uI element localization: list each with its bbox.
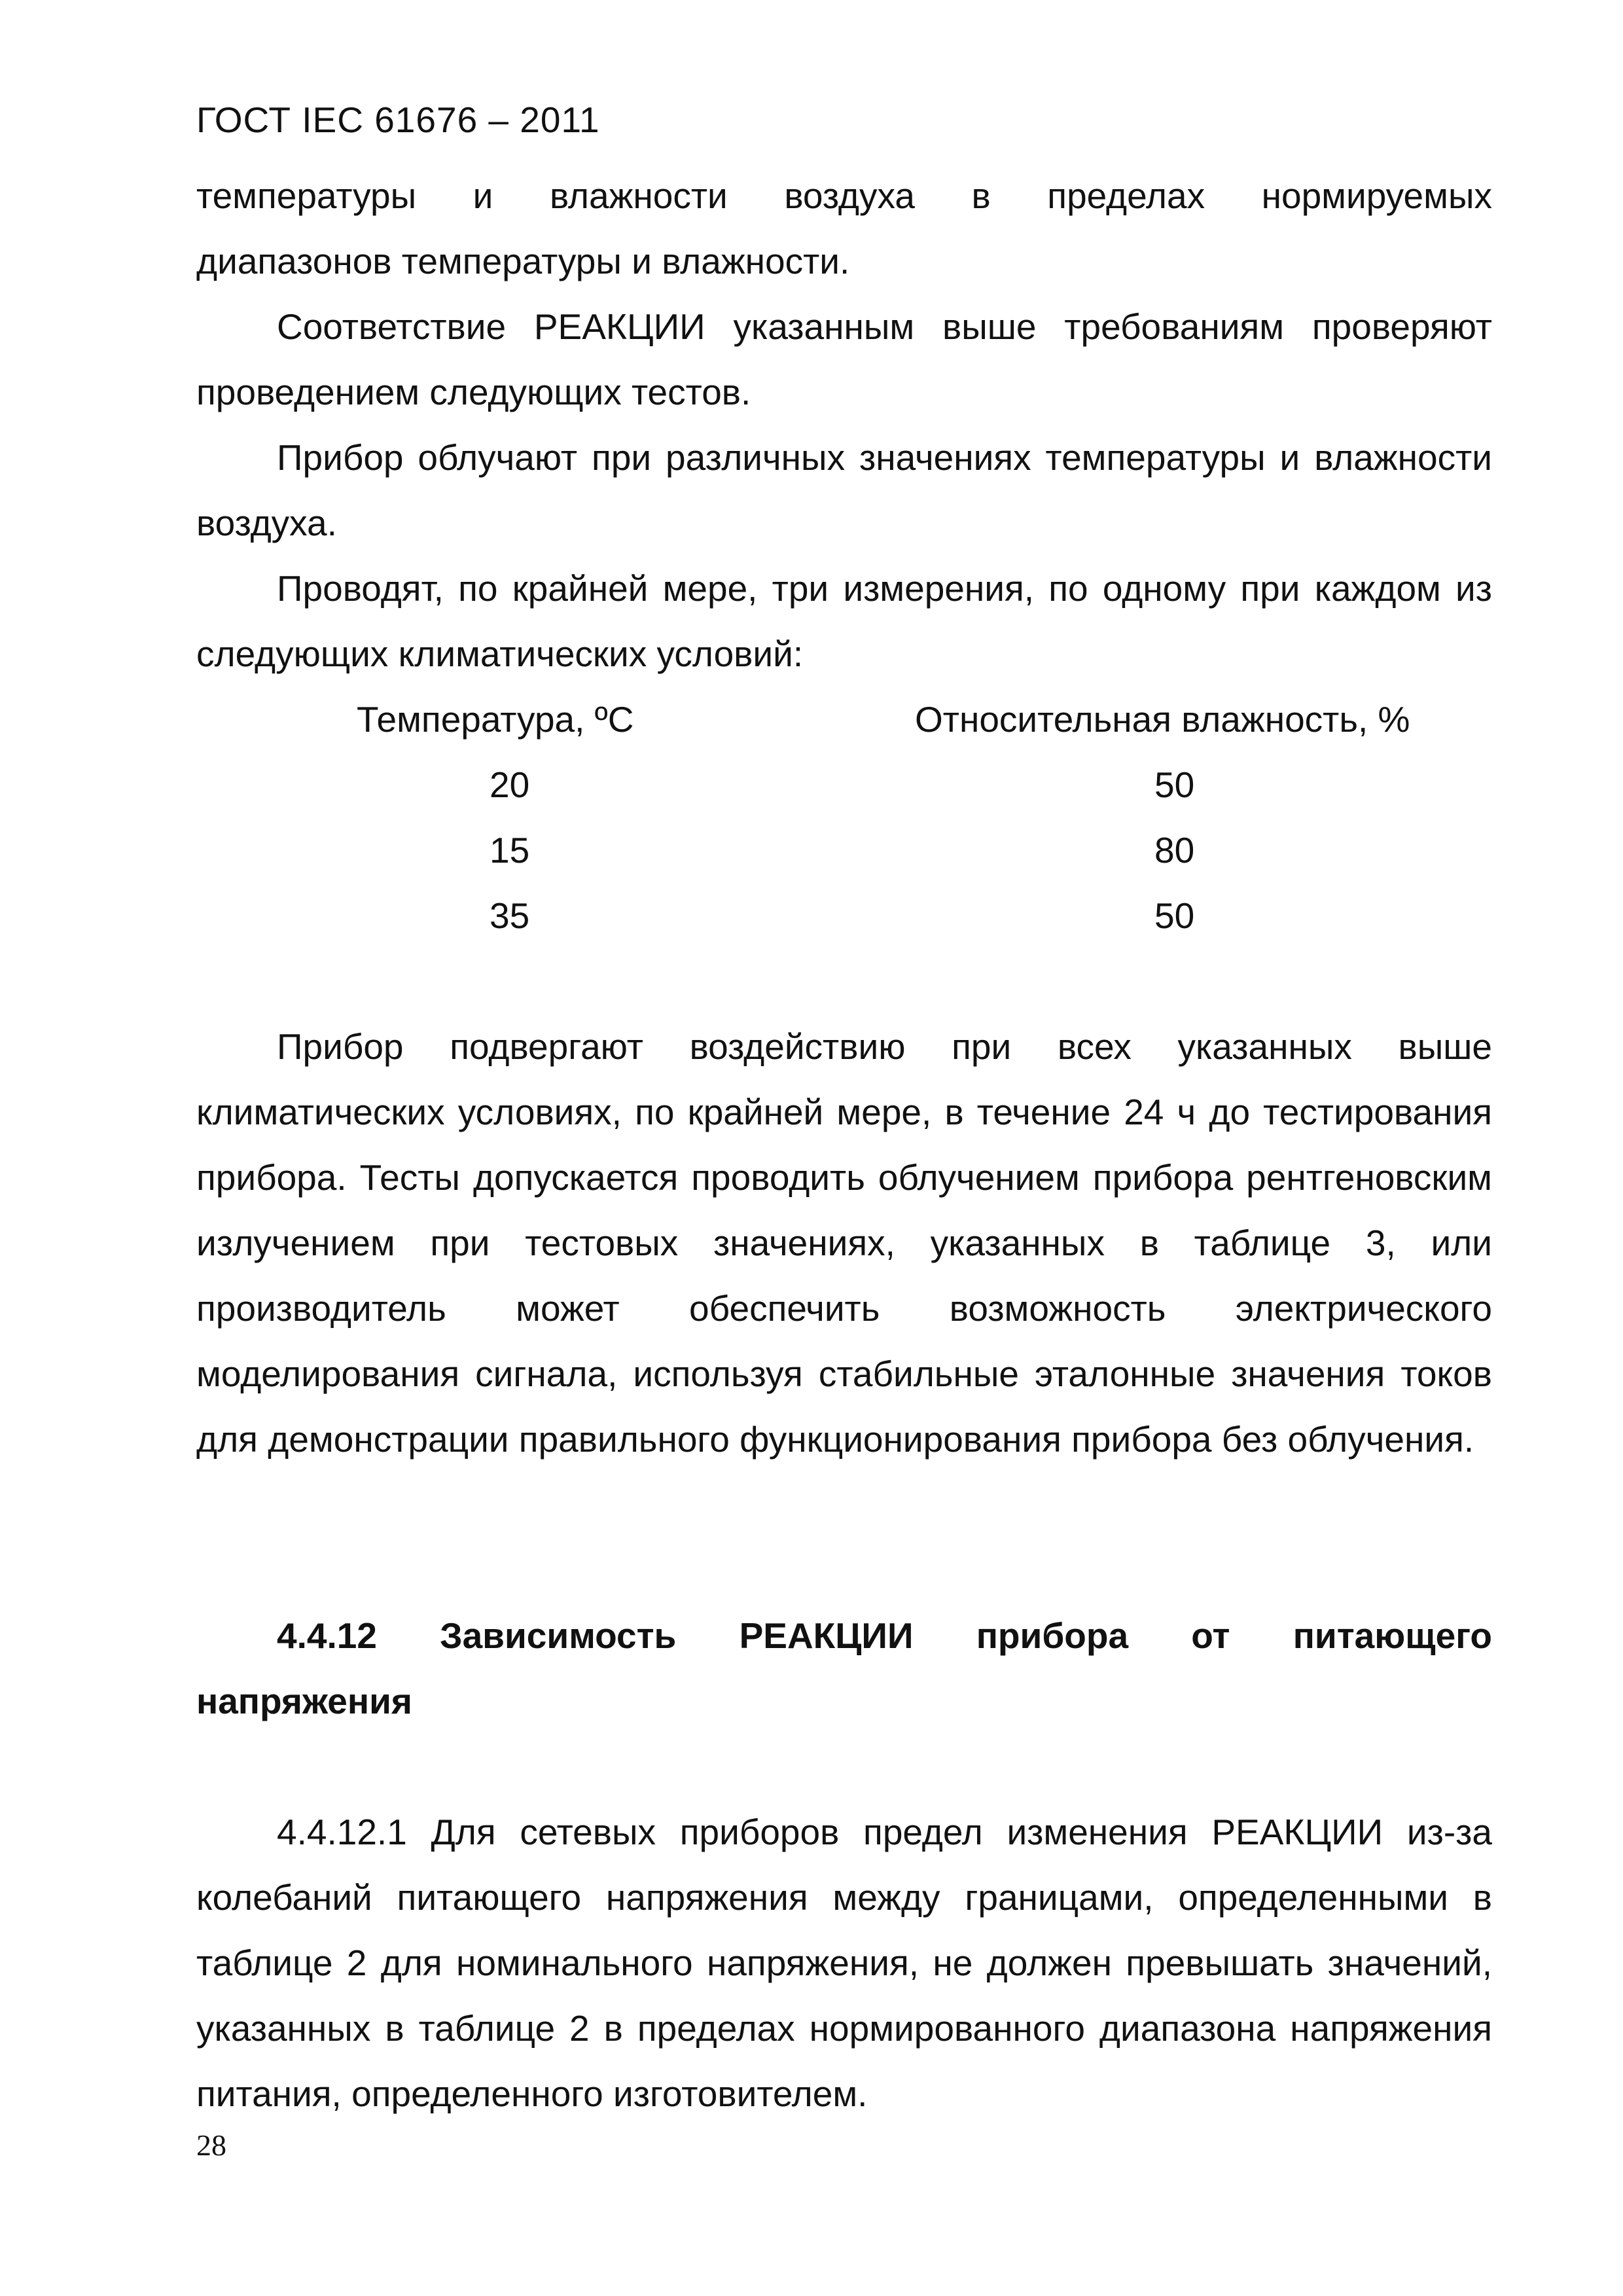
paragraph-continuation-line-2: диапазонов температуры и влажности. [196, 241, 850, 281]
section-heading-4-4-12 [196, 1603, 1492, 1734]
paragraph-exposure: Прибор подвергают воздействию при всех указанных выше климатических условиях, по крайней мере, в течение 24 ч до тестирования прибора. Тесты допускается проводить облучением прибора рентгеновским излучением при тестовых значениях, указанных в таблице 3, или производитель может обеспечить возможность электрического моделирования сигнала, используя стабильные эталонные значения токов для демонстрации правильного функционирования прибора без облучения. [196, 1026, 1492, 1460]
paragraph-4-4-12-1: 4.4.12.1 Для сетевых приборов предел изменения РЕАКЦИИ из-за колебаний питающего напряжения между границами, определенными в таблице 2 для номинального напряжения, не должен превышать значений, указанных в таблице 2 в пределах нормированного диапазона напряжения питания, определенного изготовителем. [196, 1812, 1492, 2114]
paragraph-compliance: Соответствие РЕАКЦИИ указанным выше требованиям проверяют проведением следующих тестов. [196, 306, 1492, 412]
document-header: ГОСТ IEC 61676 – 2011 [196, 99, 600, 140]
temperature-cell: 15 [490, 830, 530, 870]
page-number: 28 [196, 2128, 226, 2162]
text-block-exposure [196, 1014, 1492, 1472]
text-block-section-4-4-12-1 [196, 1799, 1492, 2126]
temperature-cell: 20 [490, 764, 530, 805]
humidity-cell: 80 [1154, 830, 1195, 870]
humidity-cell: 50 [1154, 764, 1195, 805]
table-row [196, 752, 1492, 817]
paragraph-continuation-line-1: температуры и влажности воздуха в пределах нормируемых [196, 175, 1492, 216]
humidity-column-header: Относительная влажность, % [915, 699, 1410, 740]
text-block-top [196, 163, 1492, 687]
climate-conditions-table [196, 687, 1492, 948]
section-heading-line-1: 4.4.12 Зависимость РЕАКЦИИ прибора от питающего [277, 1615, 1492, 1656]
table-row [196, 883, 1492, 948]
paragraph-measurements: Проводят, по крайней мере, три измерения, по одному при каждом из следующих климатических условий: [196, 568, 1492, 674]
paragraph-irradiation: Прибор облучают при различных значениях температуры и влажности воздуха. [196, 437, 1492, 543]
table-row [196, 817, 1492, 883]
temperature-cell: 35 [490, 895, 530, 936]
temperature-column-header: Температура, ºС [357, 699, 634, 740]
section-heading-line-2: напряжения [196, 1681, 412, 1721]
humidity-cell: 50 [1154, 895, 1195, 936]
